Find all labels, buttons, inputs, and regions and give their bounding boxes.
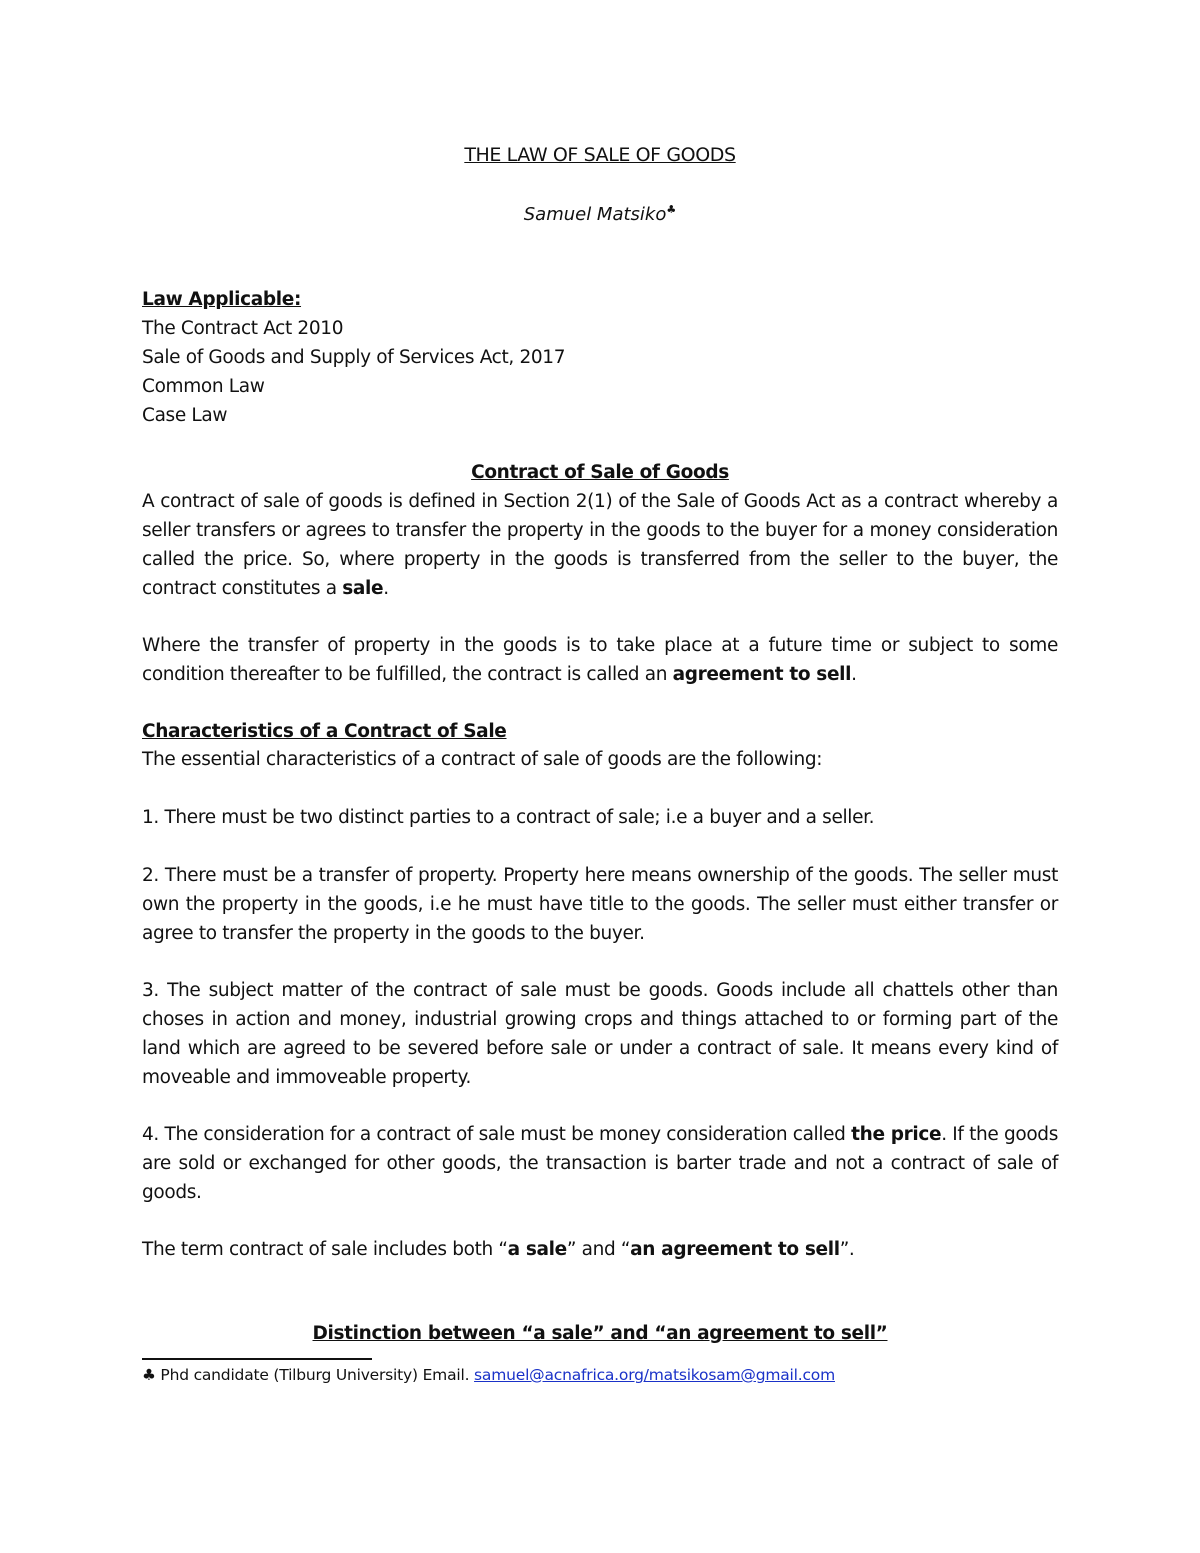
law-item: Case Law (142, 404, 228, 426)
paragraph-end: . (383, 577, 389, 599)
distinction-heading: Distinction between “a sale” and “an agreement to sell” (312, 1323, 888, 1344)
paragraph-end: ”. (839, 1239, 855, 1260)
characteristics-heading: Characteristics of a Contract of Sale (142, 721, 507, 742)
law-item: The Contract Act 2010 (142, 317, 344, 339)
footnote-email-link[interactable]: samuel@acnafrica.org/matsikosam@gmail.com (474, 1366, 835, 1384)
bold-term-a-sale: a sale (507, 1239, 567, 1260)
contract-definition-paragraph (142, 488, 1058, 604)
author-name: Samuel Matsiko (523, 204, 667, 225)
characteristic-item-4 (142, 1121, 1058, 1208)
bold-term-sale: sale (342, 577, 384, 599)
paragraph-text: ” and “ (566, 1239, 631, 1260)
characteristic-item-2: 2. There must be a transfer of property. Property here means ownership of the goods. The seller must own the property in the goods, i.e he must have title to the goods. The seller must either transfer or agree to transfer the property in the goods to the buyer. (142, 865, 1058, 944)
law-applicable-section (142, 286, 1058, 431)
law-item: Common Law (142, 375, 265, 397)
bold-term-price: the price (851, 1124, 942, 1145)
paragraph-text: 4. The consideration for a contract of sale must be money consideration called (142, 1124, 852, 1145)
law-item: Sale of Goods and Supply of Services Act, 2017 (142, 346, 566, 368)
contract-heading: Contract of Sale of Goods (471, 462, 729, 483)
characteristic-item-1: 1. There must be two distinct parties to a contract of sale; i.e a buyer and a seller. (142, 807, 875, 828)
author-line (0, 203, 1200, 225)
paragraph-end: . If the goods are sold or exchanged for other goods, the transaction is barter trade and not a contract of sale of goods. (142, 1124, 1058, 1203)
agreement-to-sell-paragraph (142, 632, 1058, 690)
characteristic-item-3: 3. The subject matter of the contract of sale must be goods. Goods include all chattels other than choses in action and money, industrial growing crops and things attached to or forming part of the land which are agreed to be severed before sale or under a contract of sale. It means every kind of moveable and immoveable property. (142, 980, 1058, 1088)
paragraph-text: The term contract of sale includes both “ (142, 1239, 508, 1260)
characteristics-intro: The essential characteristics of a contract of sale of goods are the following: (142, 749, 823, 770)
footnote-mark: ♣ (142, 1366, 156, 1384)
paragraph-text: Where the transfer of property in the goods is to take place at a future time or subject to some condition thereafter to be fulfilled, the contract is called an (142, 635, 1058, 685)
bold-term-agreement: agreement to sell (672, 663, 852, 685)
paragraph-end: . (851, 663, 857, 685)
document-title: THE LAW OF SALE OF GOODS (464, 144, 736, 166)
footnote-text: Phd candidate (Tilburg University) Email. (155, 1366, 475, 1384)
law-applicable-heading: Law Applicable: (142, 289, 302, 310)
footnote (142, 1366, 835, 1384)
footnote-separator (142, 1358, 372, 1360)
contract-of-sale-term (142, 1236, 1058, 1265)
bold-term-an-agreement: an agreement to sell (630, 1239, 840, 1260)
paragraph-text: A contract of sale of goods is defined in Section 2(1) of the Sale of Goods Act as a contract whereby a seller transfers or agrees to transfer the property in the goods to the buyer for a money consideration called the price. So, where property in the goods is transferred from the seller to the buyer, the contract constitutes a (142, 491, 1058, 599)
author-footnote-mark[interactable]: ♣ (666, 203, 677, 216)
